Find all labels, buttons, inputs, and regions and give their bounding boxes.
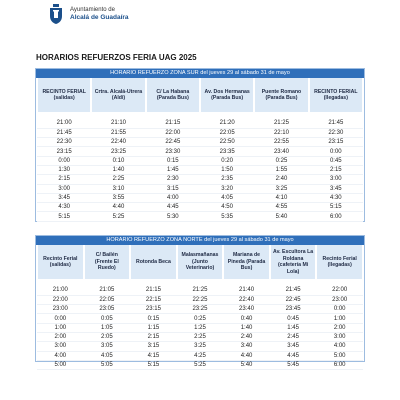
- time-cell: 3:00: [309, 175, 363, 184]
- time-cell: 2:35: [200, 175, 254, 184]
- crest-icon: [48, 4, 64, 24]
- time-cell: 23:15: [37, 147, 91, 156]
- time-cell: 3:00: [37, 184, 91, 193]
- time-cell: 22:25: [177, 295, 224, 304]
- time-cell: 21:40: [223, 286, 270, 295]
- time-cell: 5:15: [309, 203, 363, 212]
- column-header-row: [37, 78, 363, 112]
- time-cell: 3:05: [84, 342, 131, 351]
- time-cell: 21:55: [91, 128, 145, 137]
- time-cell: 21:00: [37, 286, 84, 295]
- time-cell: 3:25: [254, 184, 308, 193]
- time-cell: 21:25: [177, 286, 224, 295]
- time-cell: 23:05: [84, 305, 131, 314]
- table-row: [37, 286, 363, 295]
- time-cell: 1:00: [37, 323, 84, 332]
- org-name-line1: Ayuntamiento de: [70, 7, 115, 13]
- time-cell: 5:45: [270, 360, 317, 369]
- time-cell: 5:30: [146, 212, 200, 221]
- time-cell: 5:25: [177, 360, 224, 369]
- time-cell: 22:50: [200, 138, 254, 147]
- time-cell: 22:55: [254, 138, 308, 147]
- time-cell: 1:30: [37, 165, 91, 174]
- time-cell: 0:40: [223, 314, 270, 323]
- table-row: [37, 138, 363, 147]
- table-row: [37, 360, 363, 369]
- time-cell: 0:00: [37, 156, 91, 165]
- column-header: Av. Escultora La Roldana (cafetería Mi Lola): [270, 245, 317, 279]
- time-cell: 2:25: [91, 175, 145, 184]
- time-cell: 21:15: [130, 286, 177, 295]
- table-row: [37, 295, 363, 304]
- time-cell: 22:05: [200, 128, 254, 137]
- time-cell: 5:25: [91, 212, 145, 221]
- time-cell: 1:55: [254, 165, 308, 174]
- time-cell: 5:35: [200, 212, 254, 221]
- time-cell: 2:00: [316, 323, 363, 332]
- schedule-table-norte: [36, 245, 364, 370]
- column-header: RECINTO FERIAL (llegadas): [309, 78, 363, 112]
- time-cell: 21:25: [254, 119, 308, 128]
- time-cell: 22:30: [309, 128, 363, 137]
- time-cell: 22:00: [316, 286, 363, 295]
- time-cell: 3:25: [177, 342, 224, 351]
- time-cell: 21:15: [146, 119, 200, 128]
- time-cell: 0:45: [309, 156, 363, 165]
- time-cell: 21:20: [200, 119, 254, 128]
- time-cell: 5:00: [37, 360, 84, 369]
- time-cell: 1:40: [223, 323, 270, 332]
- time-cell: 4:00: [37, 351, 84, 360]
- column-header: Av. Dos Hermanas (Parada Bus): [200, 78, 254, 112]
- column-header: C/ Bailén (Frente El Ruedo): [84, 245, 131, 279]
- time-cell: 5:40: [223, 360, 270, 369]
- table-row: [37, 128, 363, 137]
- time-cell: 2:15: [309, 165, 363, 174]
- table-row: [37, 305, 363, 314]
- time-cell: 22:05: [84, 295, 131, 304]
- schedule-title-norte: HORARIO REFUERZO ZONA NORTE del jueves 29 al sábado 31 de mayo: [36, 236, 364, 245]
- time-cell: 0:00: [37, 314, 84, 323]
- time-cell: 5:05: [84, 360, 131, 369]
- schedule-panel-norte: [35, 235, 365, 369]
- time-cell: 4:40: [223, 351, 270, 360]
- column-header: Malasmañanas (Junto Veterinario): [177, 245, 224, 279]
- time-cell: 23:15: [130, 305, 177, 314]
- time-cell: 21:05: [84, 286, 131, 295]
- table-row: [37, 342, 363, 351]
- schedule-title-sur: HORARIO REFUERZO ZONA SUR del jueves 29 al sábado 31 de mayo: [36, 69, 364, 78]
- time-cell: 23:25: [177, 305, 224, 314]
- table-row: [37, 314, 363, 323]
- time-cell: 2:40: [254, 175, 308, 184]
- time-cell: 0:25: [177, 314, 224, 323]
- time-cell: 21:00: [37, 119, 91, 128]
- time-cell: 4:40: [91, 203, 145, 212]
- time-cell: 3:20: [200, 184, 254, 193]
- org-name-line2: Alcalá de Guadaíra: [70, 14, 129, 21]
- time-cell: 0:20: [200, 156, 254, 165]
- time-cell: 1:50: [200, 165, 254, 174]
- time-cell: 0:00: [309, 147, 363, 156]
- table-row: [37, 332, 363, 341]
- time-cell: 0:45: [270, 314, 317, 323]
- table-row: [37, 147, 363, 156]
- column-header-row: [37, 245, 363, 279]
- time-cell: 0:05: [84, 314, 131, 323]
- municipal-logo: [48, 4, 129, 24]
- time-cell: 3:15: [130, 342, 177, 351]
- column-header: Mariana de Pineda (Parada Bus): [223, 245, 270, 279]
- time-cell: 23:30: [146, 147, 200, 156]
- time-cell: 1:05: [84, 323, 131, 332]
- time-cell: 1:25: [177, 323, 224, 332]
- time-cell: 5:00: [316, 351, 363, 360]
- table-row: [37, 119, 363, 128]
- time-cell: 4:55: [254, 203, 308, 212]
- time-cell: 1:45: [270, 323, 317, 332]
- time-cell: 22:40: [223, 295, 270, 304]
- time-cell: 0:15: [146, 156, 200, 165]
- time-cell: 3:40: [223, 342, 270, 351]
- time-cell: 6:00: [309, 212, 363, 221]
- time-cell: 4:15: [130, 351, 177, 360]
- time-cell: 22:15: [130, 295, 177, 304]
- document-title: HORARIOS REFUERZOS FERIA UAG 2025: [36, 53, 197, 62]
- column-header: Puente Romano (Parada Bus): [254, 78, 308, 112]
- column-header: Recinto Ferial (llegadas): [316, 245, 363, 279]
- schedule-panel-sur: [35, 68, 365, 222]
- time-cell: 1:15: [130, 323, 177, 332]
- time-cell: 21:45: [309, 119, 363, 128]
- time-cell: 1:40: [91, 165, 145, 174]
- time-cell: 1:00: [316, 314, 363, 323]
- column-header: RECINTO FERIAL (salidas): [37, 78, 91, 112]
- schedule-table-sur: [36, 78, 364, 222]
- time-cell: 3:55: [91, 193, 145, 202]
- time-cell: 22:10: [254, 128, 308, 137]
- time-cell: 23:40: [254, 147, 308, 156]
- time-cell: 22:00: [37, 295, 84, 304]
- time-cell: 5:40: [254, 212, 308, 221]
- column-header: Recinto Ferial (salidas): [37, 245, 84, 279]
- time-cell: 23:35: [200, 147, 254, 156]
- time-cell: 2:15: [130, 332, 177, 341]
- time-cell: 0:10: [91, 156, 145, 165]
- time-cell: 6:00: [316, 360, 363, 369]
- time-cell: 22:30: [37, 138, 91, 147]
- time-cell: 4:05: [84, 351, 131, 360]
- time-cell: 4:50: [200, 203, 254, 212]
- time-cell: 2:30: [146, 175, 200, 184]
- time-cell: 2:00: [37, 332, 84, 341]
- time-cell: 23:40: [223, 305, 270, 314]
- time-cell: 4:00: [146, 193, 200, 202]
- time-cell: 5:15: [37, 212, 91, 221]
- time-cell: 22:45: [146, 138, 200, 147]
- time-cell: 2:05: [84, 332, 131, 341]
- time-cell: 3:00: [37, 342, 84, 351]
- time-cell: 4:45: [146, 203, 200, 212]
- time-cell: 1:45: [146, 165, 200, 174]
- time-cell: 0:00: [316, 305, 363, 314]
- table-row: [37, 203, 363, 212]
- time-cell: 3:15: [146, 184, 200, 193]
- time-cell: 0:15: [130, 314, 177, 323]
- time-cell: 4:05: [200, 193, 254, 202]
- time-cell: 0:25: [254, 156, 308, 165]
- column-header: Rotonda Beca: [130, 245, 177, 279]
- time-cell: 22:45: [270, 295, 317, 304]
- table-row: [37, 193, 363, 202]
- table-row: [37, 156, 363, 165]
- time-cell: 3:45: [270, 342, 317, 351]
- table-row: [37, 165, 363, 174]
- column-header: Crtra. Alcalá-Utrera (Aldi): [91, 78, 145, 112]
- time-cell: 2:45: [270, 332, 317, 341]
- table-row: [37, 184, 363, 193]
- time-cell: 4:25: [177, 351, 224, 360]
- time-cell: 4:30: [37, 203, 91, 212]
- time-cell: 22:00: [146, 128, 200, 137]
- table-row: [37, 175, 363, 184]
- time-cell: 21:45: [270, 286, 317, 295]
- time-cell: 23:00: [37, 305, 84, 314]
- time-cell: 22:40: [91, 138, 145, 147]
- time-cell: 23:45: [270, 305, 317, 314]
- time-cell: 3:45: [309, 184, 363, 193]
- time-cell: 2:40: [223, 332, 270, 341]
- table-row: [37, 351, 363, 360]
- time-cell: 3:10: [91, 184, 145, 193]
- table-row: [37, 212, 363, 221]
- time-cell: 23:15: [309, 138, 363, 147]
- column-header: C/ La Habana (Parada Bus): [146, 78, 200, 112]
- time-cell: 3:00: [316, 332, 363, 341]
- time-cell: 3:45: [37, 193, 91, 202]
- time-cell: 4:30: [309, 193, 363, 202]
- time-cell: 4:10: [254, 193, 308, 202]
- table-row: [37, 323, 363, 332]
- time-cell: 5:15: [130, 360, 177, 369]
- time-cell: 2:25: [177, 332, 224, 341]
- time-cell: 4:45: [270, 351, 317, 360]
- time-cell: 23:00: [316, 295, 363, 304]
- time-cell: 2:15: [37, 175, 91, 184]
- time-cell: 21:45: [37, 128, 91, 137]
- time-cell: 23:25: [91, 147, 145, 156]
- time-cell: 4:00: [316, 342, 363, 351]
- time-cell: 21:10: [91, 119, 145, 128]
